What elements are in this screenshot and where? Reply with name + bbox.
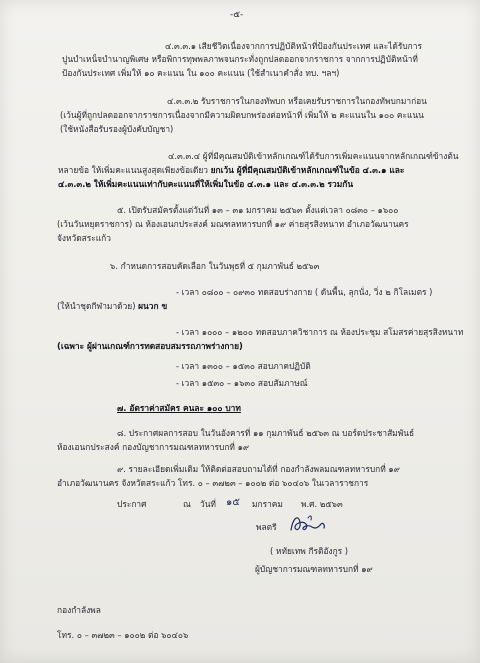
section-6-line3-text: (ให้นำชุดกีฬามาด้วย) [57,301,139,311]
page-number: -๕- [230,10,244,20]
signature-position: ผู้บัญชาการมณฑลทหารบกที่ ๑๙ [255,564,373,574]
section-6-line3-annex: ผนวก ข [138,301,168,311]
section-6-line2: - เวลา ๐๘๐๐ – ๐๙๓๐ ทดสอบร่างกาย ( ดันพื้น, ลุกนั่ง, วิ่ง ๒ กิโลเมตร ) [176,287,433,297]
section-5-line2: (เว้นวันหยุดราชการ) ณ ห้องเอนกประสงค์ มณฑลทหารบกที่ ๑๙ ค่ายสุรสิงหนาท อำเภอวัฒนานคร [57,219,409,229]
footer-phone: โทร. ๐ – ๓๗๒๓ – ๑๐๐๒ ต่อ ๖๐๔๐๖ [57,630,189,640]
paragraph-4334-line2 [58,165,404,176]
announcement-at: ณ [183,499,191,509]
signature-rank: พลตรี [256,522,277,532]
section-9-line1: ๙. รายละเอียดเพิ่มเติม ให้ติดต่อสอบถามได้ที่ กองกำลังพลมณฑลทหารบกที่ ๑๙ [117,464,400,474]
signature-mark [288,512,328,538]
footer-department: กองกำลังพล [57,605,101,615]
section-6-line6: - เวลา ๑๓๐๐ – ๑๕๓๐ สอบภาคปฏิบัติ [176,361,311,371]
paragraph-4334-line2-text: หลายข้อ ให้เพิ่มคะแนนสูงสุดเพียงข้อเดียว [58,165,211,175]
paragraph-4331-line3: ป้องกันประเทศ เพิ่มให้ ๑๐ คะแนน ใน ๑๐๐ คะแนน (ใช้สำเนาคำสั่ง ทบ. ฯลฯ) [62,68,340,78]
section-6-line3 [57,301,167,312]
section-6-line4: - เวลา ๑๐๐๐ – ๑๒๐๐ ทดสอบภาควิชาการ ณ ห้องประชุม สโมสรค่ายสุรสิงหนาท [176,327,464,337]
section-7: ๗. อัตราค่าสมัคร คนละ ๑๐๐ บาท [117,403,241,413]
paragraph-4331-line2: ปูนบำเหน็จบำนาญพิเศษ หรือพิการทุพพลภาพจนกระทั่งถูกปลดออกจากราชการ จากการปฏิบัติหน้าที่ [62,54,418,64]
announcement-day-label: วันที่ [200,499,216,509]
section-8-line2: ห้องเอนกประสงค์ กองบัญชาการมณฑลทหารบกที่ ๑๙ [57,442,250,452]
section-6-line5: (เฉพาะ ผู้ผ่านเกณฑ์การทดสอบสมรรถภาพร่างกาย) [57,341,243,351]
announcement-day: ๑๕ [226,497,240,508]
announcement-year: พ.ศ. ๒๕๖๓ [301,499,343,509]
section-5-line3: จังหวัดสระแก้ว [57,233,111,243]
paragraph-4334-line1: ๔.๓.๓.๔ ผู้ที่มีคุณสมบัติเข้าหลักเกณฑ์ได้รับการเพิ่มคะแนนจากหลักเกณฑ์ข้างต้น [168,151,459,161]
section-6-line7: - เวลา ๑๕๓๐ – ๑๖๓๐ สอบสัมภาษณ์ [176,378,308,388]
signature-name: ( หทัยเทพ กีรติอังกูร ) [270,546,349,556]
section-8-line1: ๘. ประกาศผลการสอบ ในวันอังคารที่ ๑๑ กุมภาพันธ์ ๒๕๖๓ ณ บอร์ดประชาสัมพันธ์ [117,428,415,438]
paragraph-4332-line2: (เว้นผู้ที่ถูกปลดออกจากราชการเนื่องจากมีความผิดบกพร่องต่อหน้าที่ เพิ่มให้ ๒ คะแนนใน ๑๐๐ คะแนน [60,110,424,120]
section-5-line1: ๕. เปิดรับสมัครตั้งแต่วันที่ ๑๓ – ๓๑ มกราคม ๒๕๖๓ ตั้งแต่เวลา ๐๘๓๐ – ๑๖๐๐ [117,205,399,215]
announcement-month: มกราคม [252,499,283,509]
paragraph-4331-line1: ๔.๓.๓.๑ เสียชีวิตเนื่องจากการปฏิบัติหน้าที่ป้องกันประเทศ และได้รับการ [165,41,422,51]
section-9-line2: อำเภอวัฒนานคร จังหวัดสระแก้ว โทร. ๐ – ๓๗๒๓ – ๑๐๐๒ ต่อ ๖๐๔๐๖ ในเวลาราชการ [57,478,369,488]
announcement-label: ประกาศ [117,499,147,509]
paragraph-4332-line3: (ใช้หนังสือรับรองผู้บังคับบัญชา) [60,124,174,134]
paragraph-4332-line1: ๔.๓.๓.๒ รับราชการในกองทัพบก หรือเคยรับราชการในกองทัพบกมาก่อน [167,96,427,106]
section-6-line1: ๖. กำหนดการสอบคัดเลือก ในวันพุธที่ ๕ กุมภาพันธ์ ๒๕๖๓ [110,261,320,271]
paragraph-4334-line2-emphasis: ยกเว้น ผู้ที่มีคุณสมบัติเข้าหลักเกณฑ์ในข้อ ๔.๓.๑ และ [210,165,405,175]
paragraph-4334-line3: ๔.๓.๓.๒ ให้เพิ่มคะแนนเท่ากับคะแนนที่ให้เพิ่มในข้อ ๔.๓.๑ และ ๔.๓.๓.๒ รวมกัน [58,179,354,189]
